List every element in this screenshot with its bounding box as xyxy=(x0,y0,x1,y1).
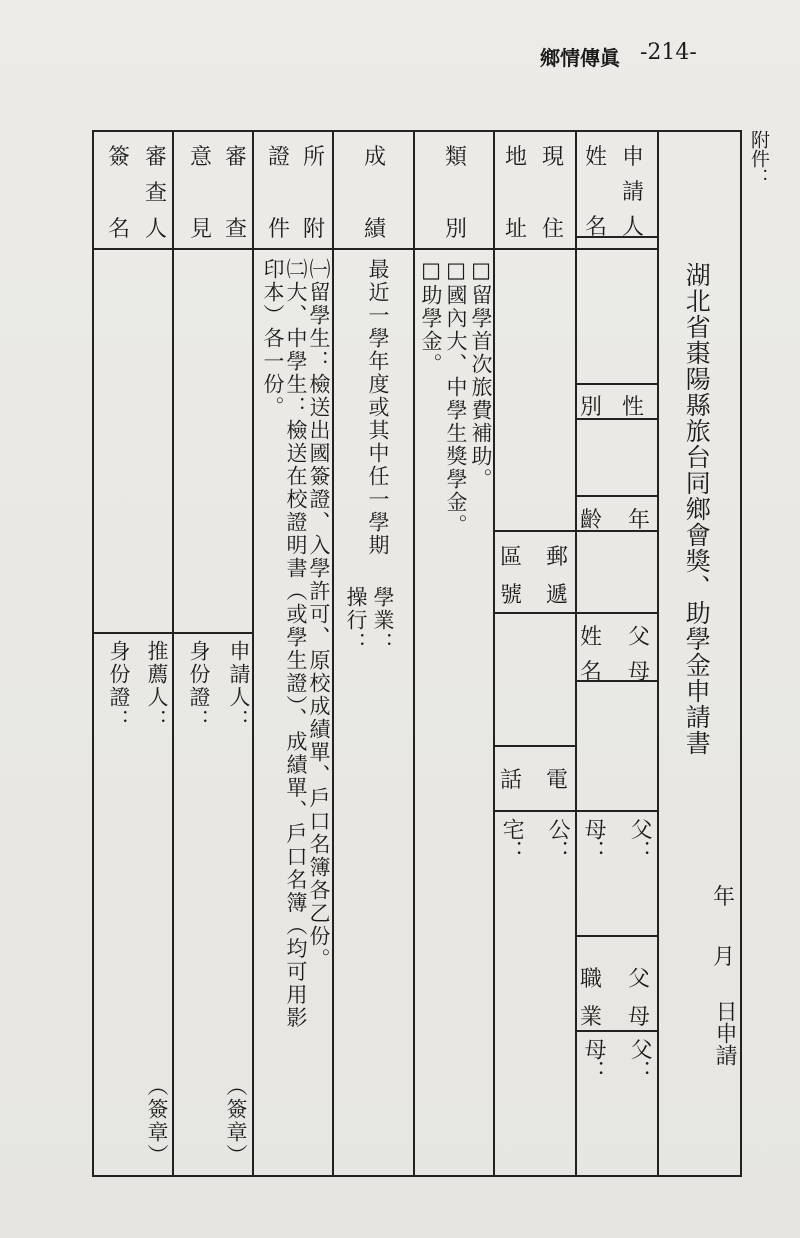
attach-header-d: 件 xyxy=(268,217,291,242)
parents-job-label-a: 父 xyxy=(628,967,651,992)
category-option-domestic-scholarship[interactable]: □國內大、中學生獎學金。 xyxy=(444,258,469,537)
recommender-sign-field[interactable]: 推薦人： xyxy=(145,640,170,732)
age-label-a: 年 xyxy=(628,508,651,533)
recommender-id-field[interactable]: 身份證： xyxy=(107,640,132,732)
applicant-seal: （簽章） xyxy=(224,1075,249,1167)
parents-name-label-b: 母 xyxy=(628,660,651,685)
attachments-item-2-cont: 印本）各一份。 xyxy=(261,258,286,419)
applicant-id-field[interactable]: 身份證： xyxy=(187,640,212,732)
recommender-seal: （簽章） xyxy=(145,1075,170,1167)
running-header-title: 鄉情傳眞 xyxy=(540,46,620,70)
category-header-b: 別 xyxy=(445,217,468,242)
parents-job-label-d: 業 xyxy=(580,1005,603,1030)
gender-label-a: 性 xyxy=(622,395,645,420)
date-month: 月 xyxy=(713,945,736,970)
parents-job-label-b: 母 xyxy=(628,1005,651,1030)
mother-name-field[interactable]: 母： xyxy=(581,818,607,862)
postal-label-c: 區 xyxy=(500,545,523,570)
applicant-header-c: 人 xyxy=(622,215,645,240)
parents-name-label-c: 姓 xyxy=(580,625,603,650)
category-option-grant[interactable]: □助學金。 xyxy=(419,258,444,376)
grades-period-text: 最近一學年度或其中任一學期 xyxy=(366,258,391,557)
attach-header-a: 所 xyxy=(303,145,326,170)
parents-job-label-c: 職 xyxy=(580,967,603,992)
attachments-item-2: ㈡大、中學生：檢送在校證明書（或學生證）、成績單、戶口名簿（均可用影 xyxy=(284,258,309,1030)
father-job-field[interactable]: 父： xyxy=(627,1038,653,1082)
applicant-header-b: 請 xyxy=(622,180,645,205)
reviewer-header-c: 人 xyxy=(145,217,168,242)
category-header-a: 類 xyxy=(445,145,468,170)
mother-job-field[interactable]: 母： xyxy=(581,1038,607,1082)
phone-label-b: 話 xyxy=(500,768,523,793)
gender-label-b: 別 xyxy=(580,395,603,420)
phone-home-field[interactable]: 宅： xyxy=(499,818,525,862)
date-day-apply: 日申請 xyxy=(712,1000,738,1066)
form-title: 湖北省棗陽縣旅台同鄉會獎、助學金申請書 xyxy=(682,262,712,756)
postal-label-a: 郵 xyxy=(546,545,569,570)
father-name-field[interactable]: 父： xyxy=(627,818,653,862)
date-year: 年 xyxy=(713,885,736,910)
reviewer-header-b: 查 xyxy=(145,181,168,206)
grades-academic-field[interactable]: 學業： xyxy=(371,586,396,655)
parents-name-label-a: 父 xyxy=(628,625,651,650)
address-header-a: 現 xyxy=(542,145,565,170)
attach-header-b: 附 xyxy=(303,217,326,242)
reviewer-header-e: 名 xyxy=(108,217,131,242)
grades-header-b: 績 xyxy=(364,217,387,242)
address-header-c: 地 xyxy=(505,145,528,170)
applicant-header-e: 名 xyxy=(585,215,608,240)
attach-header-c: 證 xyxy=(268,145,291,170)
applicant-sign-field[interactable]: 申請人： xyxy=(227,640,252,732)
reviewer-header-d: 簽 xyxy=(108,145,131,170)
postal-label-d: 號 xyxy=(500,583,523,608)
review-header-c: 意 xyxy=(190,145,213,170)
attachments-item-1: ㈠留學生：檢送出國簽證、入學許可、原校成績單、戶口名簿各乙份。 xyxy=(307,258,332,971)
phone-label-a: 電 xyxy=(546,768,569,793)
applicant-header-d: 姓 xyxy=(585,145,608,170)
grades-header-a: 成 xyxy=(364,145,387,170)
review-header-b: 查 xyxy=(225,217,248,242)
category-option-study-abroad[interactable]: □留學首次旅費補助。 xyxy=(469,258,494,491)
age-label-b: 齡 xyxy=(580,508,603,533)
address-header-b: 住 xyxy=(542,217,565,242)
phone-office-field[interactable]: 公： xyxy=(545,818,571,862)
attachment-label: 附件： xyxy=(747,130,770,187)
grades-conduct-field[interactable]: 操行： xyxy=(344,586,369,655)
postal-label-b: 遞 xyxy=(546,583,569,608)
page-number: -214- xyxy=(640,40,697,65)
address-header-d: 址 xyxy=(505,217,528,242)
parents-name-label-d: 名 xyxy=(580,660,603,685)
applicant-header-a: 申 xyxy=(622,145,645,170)
reviewer-header-a: 審 xyxy=(145,145,168,170)
review-header-d: 見 xyxy=(190,217,213,242)
review-header-a: 審 xyxy=(225,145,248,170)
